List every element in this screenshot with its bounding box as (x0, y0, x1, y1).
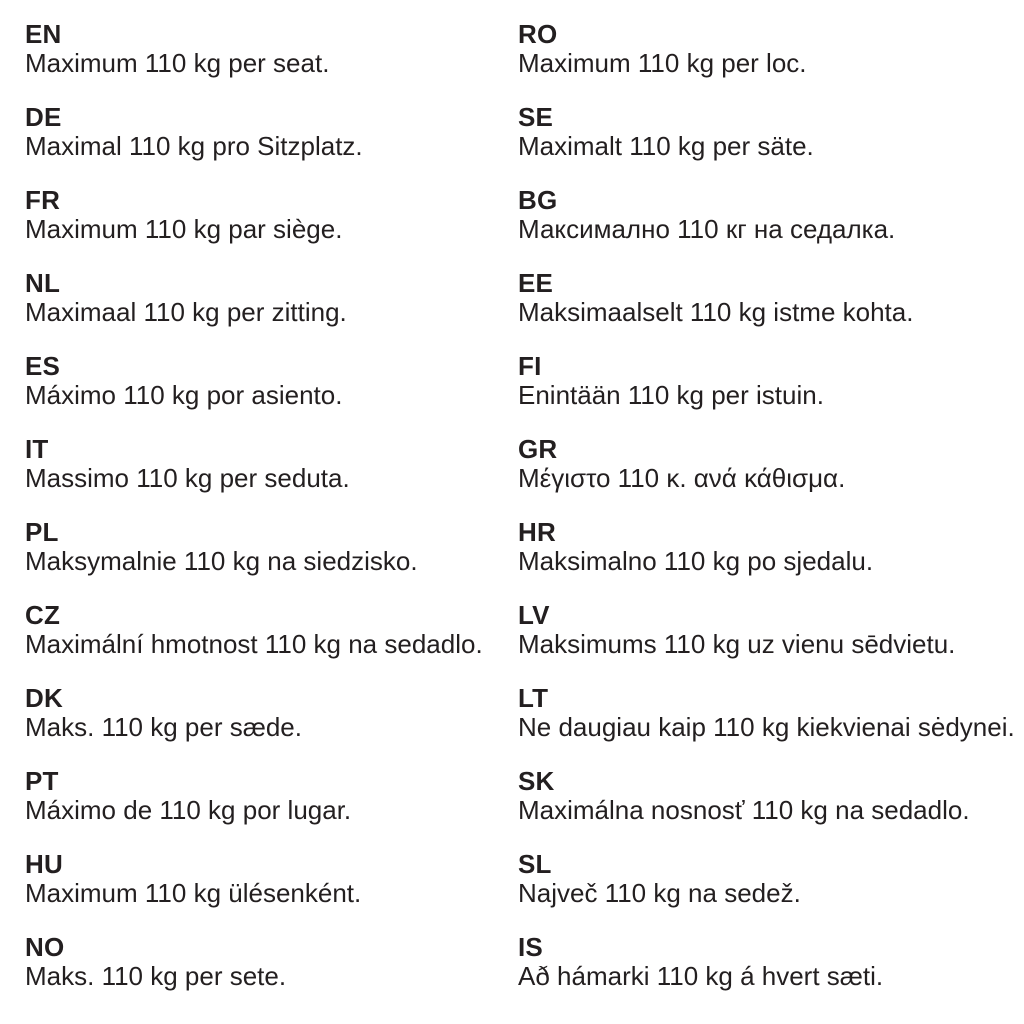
language-code: GR (518, 434, 558, 464)
language-code: DE (25, 102, 62, 132)
translation-text: Maks. 110 kg per sete. (25, 961, 287, 991)
left-column (25, 20, 518, 1016)
translation-text: Maximaal 110 kg per zitting. (25, 297, 347, 327)
language-code: IS (518, 932, 543, 962)
language-code: LT (518, 683, 549, 713)
language-code: NL (25, 268, 61, 298)
language-entry-nl (25, 269, 518, 327)
language-code: HU (25, 849, 63, 879)
language-entry-hu (25, 850, 518, 908)
language-entry-hr (518, 518, 1015, 576)
language-code: PT (25, 766, 59, 796)
language-code: SL (518, 849, 552, 879)
translation-text: Maximum 110 kg par siège. (25, 214, 343, 244)
language-code: RO (518, 19, 558, 49)
language-entry-no (25, 933, 518, 991)
translation-text: Að hámarki 110 kg á hvert sæti. (518, 961, 884, 991)
language-entry-se (518, 103, 1015, 161)
translation-text: Ne daugiau kaip 110 kg kiekvienai sėdynei. (518, 712, 1015, 742)
language-code: BG (518, 185, 558, 215)
language-entry-pt (25, 767, 518, 825)
language-entry-en (25, 20, 518, 78)
language-entry-ee (518, 269, 1015, 327)
language-code: LV (518, 600, 550, 630)
right-column (518, 20, 1015, 1016)
translation-text: Massimo 110 kg per seduta. (25, 463, 350, 493)
language-code: ES (25, 351, 61, 381)
language-code: HR (518, 517, 556, 547)
translation-text: Maksimaalselt 110 kg istme kohta. (518, 297, 914, 327)
translation-text: Maksimums 110 kg uz vienu sēdvietu. (518, 629, 956, 659)
translation-text: Máximo 110 kg por asiento. (25, 380, 343, 410)
translation-text: Enintään 110 kg per istuin. (518, 380, 824, 410)
language-entry-de (25, 103, 518, 161)
translation-text: Maksymalnie 110 kg na siedzisko. (25, 546, 418, 576)
language-code: FI (518, 351, 542, 381)
language-entry-lv (518, 601, 1015, 659)
translation-text: Maximalt 110 kg per säte. (518, 131, 814, 161)
language-code: DK (25, 683, 63, 713)
translation-text: Максимално 110 кг на седалка. (518, 214, 896, 244)
language-entry-lt (518, 684, 1015, 742)
translation-text: Máximo de 110 kg por lugar. (25, 795, 352, 825)
language-code: PL (25, 517, 59, 547)
translation-text: Maks. 110 kg per sæde. (25, 712, 302, 742)
translation-text: Maximum 110 kg ülésenként. (25, 878, 362, 908)
language-entry-cz (25, 601, 518, 659)
language-entry-gr (518, 435, 1015, 493)
translation-text: Maximal 110 kg pro Sitzplatz. (25, 131, 363, 161)
language-entry-pl (25, 518, 518, 576)
translation-text: Μέγιστο 110 κ. ανά κάθισμα. (518, 463, 846, 493)
language-entry-fr (25, 186, 518, 244)
language-entry-bg (518, 186, 1015, 244)
language-entry-sk (518, 767, 1015, 825)
language-code: CZ (25, 600, 61, 630)
language-code: IT (25, 434, 49, 464)
translation-text: Maximum 110 kg per loc. (518, 48, 807, 78)
language-entry-is (518, 933, 1015, 991)
language-entry-sl (518, 850, 1015, 908)
language-code: EN (25, 19, 62, 49)
language-entry-dk (25, 684, 518, 742)
language-entry-ro (518, 20, 1015, 78)
language-code: FR (25, 185, 61, 215)
language-entry-es (25, 352, 518, 410)
translation-text: Maximálna nosnosť 110 kg na sedadlo. (518, 795, 970, 825)
translation-text: Maksimalno 110 kg po sjedalu. (518, 546, 874, 576)
language-code: SE (518, 102, 554, 132)
language-code: NO (25, 932, 65, 962)
language-entry-it (25, 435, 518, 493)
translation-text: Največ 110 kg na sedež. (518, 878, 801, 908)
translation-text: Maximální hmotnost 110 kg na sedadlo. (25, 629, 483, 659)
language-entry-fi (518, 352, 1015, 410)
translation-text: Maximum 110 kg per seat. (25, 48, 330, 78)
language-code: EE (518, 268, 554, 298)
language-code: SK (518, 766, 555, 796)
